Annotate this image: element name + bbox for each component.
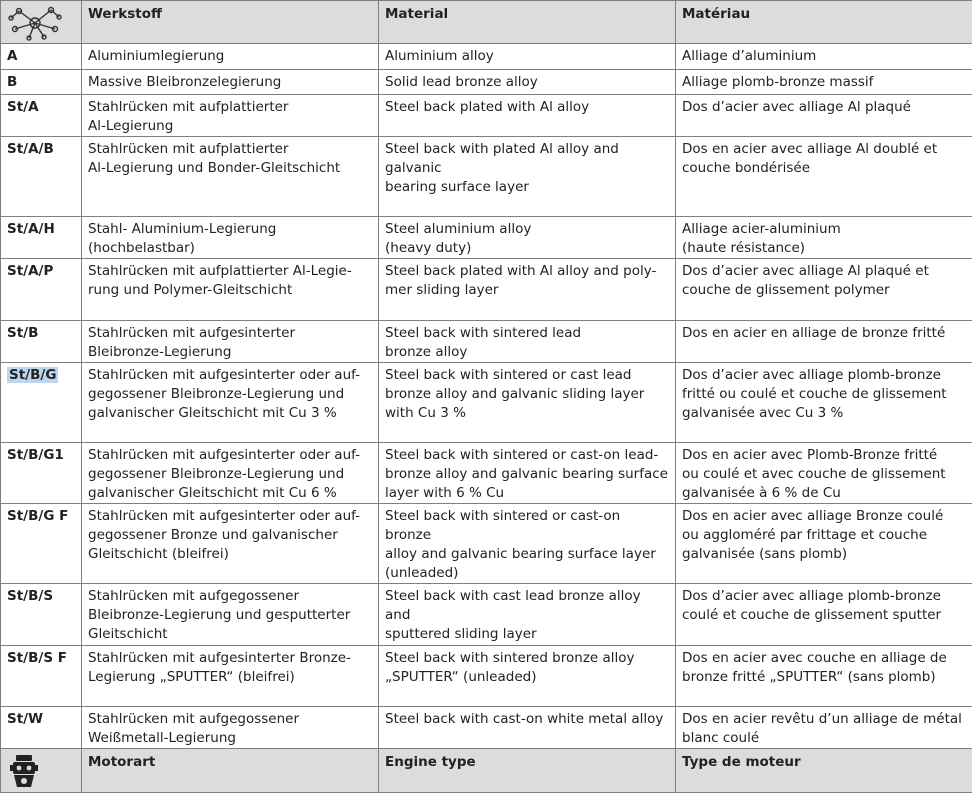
table-row [1, 504, 972, 584]
description-line: Weißmetall-Legierung [88, 729, 372, 748]
material-code [1, 217, 82, 259]
description-line: layer with 6 % Cu [385, 484, 669, 503]
description-line: gegossener Bronze und galvanischer [88, 526, 372, 545]
description-line: Stahlrücken mit aufplattierter [88, 140, 372, 159]
description-line: Stahlrücken mit aufgesinterter oder auf- [88, 507, 372, 526]
description-line: (heavy duty) [385, 239, 669, 258]
material-code [1, 707, 82, 749]
description-line: Stahlrücken mit aufgegossener [88, 587, 372, 606]
description-fr [676, 137, 972, 217]
header-icon-cell [1, 1, 82, 44]
material-code [1, 363, 82, 443]
description-de [82, 44, 379, 70]
description-line: Stahlrücken mit aufgesinterter oder auf- [88, 446, 372, 465]
description-line: Steel back with sintered or cast lead [385, 366, 669, 385]
description-fr [676, 646, 972, 707]
footer-row [1, 749, 972, 793]
description-line: Al-Legierung und Bonder-Gleitschicht [88, 159, 372, 178]
description-line: galvanisée (sans plomb) [682, 545, 966, 564]
material-code [1, 646, 82, 707]
description-line: Gleitschicht (bleifrei) [88, 545, 372, 564]
material-code-text: B [7, 74, 17, 90]
description-line: Steel back with sintered or cast-on bronze [385, 507, 669, 545]
material-code [1, 137, 82, 217]
description-line: gegossener Bleibronze-Legierung und [88, 465, 372, 484]
description-line: Gleitschicht [88, 625, 372, 644]
description-line: Aluminiumlegierung [88, 47, 372, 66]
material-code-text: St/B/G1 [7, 447, 64, 463]
material-code-text: A [7, 48, 17, 64]
description-line: Bleibronze-Legierung [88, 343, 372, 362]
description-en [379, 443, 676, 504]
description-de [82, 321, 379, 363]
description-fr [676, 443, 972, 504]
material-code [1, 584, 82, 646]
description-fr [676, 321, 972, 363]
description-line: (hochbelastbar) [88, 239, 372, 258]
description-line: sputtered sliding layer [385, 625, 669, 644]
description-en [379, 259, 676, 321]
description-line: galvanischer Gleitschicht mit Cu 3 % [88, 404, 372, 423]
material-code-text: St/A/P [7, 263, 53, 279]
description-line: bronze fritté „SPUTTER“ (sans plomb) [682, 668, 966, 687]
material-code [1, 259, 82, 321]
description-de [82, 504, 379, 584]
description-line: Dos d’acier avec alliage plomb-bronze [682, 587, 966, 606]
description-line: Steel back plated with Al alloy [385, 98, 669, 117]
description-en [379, 363, 676, 443]
description-line: Bleibronze-Legierung und gesputterter [88, 606, 372, 625]
description-line: Stahlrücken mit aufplattierter [88, 98, 372, 117]
material-code-text: St/B/S [7, 588, 53, 604]
description-line: Dos en acier avec alliage Al doublé et [682, 140, 966, 159]
description-de [82, 95, 379, 137]
description-line: Steel back plated with Al alloy and poly- [385, 262, 669, 281]
description-line: Steel back with sintered lead [385, 324, 669, 343]
material-code-text: St/A/B [7, 141, 54, 157]
description-line: bronze alloy and galvanic sliding layer [385, 385, 669, 404]
description-de [82, 70, 379, 95]
table-row [1, 137, 972, 217]
description-fr [676, 504, 972, 584]
description-line: Stahlrücken mit aufgesinterter oder auf- [88, 366, 372, 385]
material-code-text: St/B/G F [7, 508, 68, 524]
description-line: Alliage acier-aluminium [682, 220, 966, 239]
table-row [1, 321, 972, 363]
description-de [82, 584, 379, 646]
description-line: Dos d’acier avec alliage plomb-bronze [682, 366, 966, 385]
material-code [1, 95, 82, 137]
description-line: with Cu 3 % [385, 404, 669, 423]
description-line: galvanischer Gleitschicht mit Cu 6 % [88, 484, 372, 503]
material-code [1, 321, 82, 363]
description-line: mer sliding layer [385, 281, 669, 300]
material-code [1, 70, 82, 95]
material-code-text: St/B/S F [7, 650, 67, 666]
header-material: Material [379, 1, 676, 44]
material-code-text: St/B [7, 325, 38, 341]
table-row [1, 70, 972, 95]
description-line: Stahlrücken mit aufgegossener [88, 710, 372, 729]
description-line: bearing surface layer [385, 178, 669, 197]
description-line: ou aggloméré par frittage et couche [682, 526, 966, 545]
description-en [379, 44, 676, 70]
description-fr [676, 95, 972, 137]
description-line: Dos en acier avec Plomb-Bronze fritté [682, 446, 966, 465]
header-row [1, 1, 972, 44]
table-row [1, 443, 972, 504]
description-line: Stahlrücken mit aufgesinterter [88, 324, 372, 343]
description-line: Dos en acier revêtu d’un alliage de métal [682, 710, 966, 729]
description-line: galvanisée avec Cu 3 % [682, 404, 966, 423]
header-werkstoff: Werkstoff [82, 1, 379, 44]
description-line: Steel back with sintered bronze alloy [385, 649, 669, 668]
description-line: bronze alloy and galvanic bearing surface [385, 465, 669, 484]
description-line: Steel back with cast-on white metal alloy [385, 710, 669, 729]
footer-icon-cell [1, 749, 82, 793]
description-en [379, 95, 676, 137]
description-en [379, 707, 676, 749]
table-row [1, 363, 972, 443]
description-de [82, 217, 379, 259]
description-line: Alliage d’aluminium [682, 47, 966, 66]
description-line: Steel aluminium alloy [385, 220, 669, 239]
description-line: Dos d’acier avec alliage Al plaqué [682, 98, 966, 117]
description-line: Dos en acier en alliage de bronze fritté [682, 324, 966, 343]
description-line: ou coulé et avec couche de glissement [682, 465, 966, 484]
description-line: Dos d’acier avec alliage Al plaqué et [682, 262, 966, 281]
description-fr [676, 217, 972, 259]
description-fr [676, 44, 972, 70]
material-code [1, 443, 82, 504]
description-en [379, 584, 676, 646]
description-en [379, 217, 676, 259]
description-line: Steel back with cast lead bronze alloy and [385, 587, 669, 625]
description-line: Alliage plomb-bronze massif [682, 73, 966, 92]
description-line: galvanisée à 6 % de Cu [682, 484, 966, 503]
description-fr [676, 707, 972, 749]
description-line: Stahl- Aluminium-Legierung [88, 220, 372, 239]
description-line: Steel back with plated Al alloy and galvanic [385, 140, 669, 178]
description-line: Stahlrücken mit aufplattierter Al-Legie- [88, 262, 372, 281]
molecule-network-icon [7, 5, 63, 41]
footer-motorart: Motorart [82, 749, 379, 793]
description-de [82, 443, 379, 504]
footer-type-moteur: Type de moteur [676, 749, 972, 793]
table-row [1, 584, 972, 646]
description-en [379, 321, 676, 363]
description-en [379, 646, 676, 707]
description-de [82, 259, 379, 321]
material-code-text: St/A/H [7, 221, 55, 237]
description-line: blanc coulé [682, 729, 966, 748]
material-code [1, 44, 82, 70]
material-code-text: St/W [7, 711, 43, 727]
description-line: (haute résistance) [682, 239, 966, 258]
description-de [82, 707, 379, 749]
header-materiau: Matériau [676, 1, 972, 44]
description-line: couche de glissement polymer [682, 281, 966, 300]
description-line: fritté ou coulé et couche de glissement [682, 385, 966, 404]
description-line: coulé et couche de glissement sputter [682, 606, 966, 625]
table-row [1, 217, 972, 259]
description-line: Al-Legierung [88, 117, 372, 136]
description-line: gegossener Bleibronze-Legierung und [88, 385, 372, 404]
description-line: rung und Polymer-Gleitschicht [88, 281, 372, 300]
description-line: Steel back with sintered or cast-on lead- [385, 446, 669, 465]
description-line: Aluminium alloy [385, 47, 669, 66]
table-row [1, 646, 972, 707]
description-line: Stahlrücken mit aufgesinterter Bronze- [88, 649, 372, 668]
material-code-text: St/B/G [7, 367, 58, 383]
footer-engine-type: Engine type [379, 749, 676, 793]
description-fr [676, 259, 972, 321]
description-line: couche bondérisée [682, 159, 966, 178]
description-de [82, 137, 379, 217]
description-line: (unleaded) [385, 564, 669, 583]
table-row [1, 95, 972, 137]
description-en [379, 137, 676, 217]
description-de [82, 646, 379, 707]
description-fr [676, 70, 972, 95]
description-line: Dos en acier avec couche en alliage de [682, 649, 966, 668]
description-line: Dos en acier avec alliage Bronze coulé [682, 507, 966, 526]
description-fr [676, 363, 972, 443]
description-line: Massive Bleibronzelegierung [88, 73, 372, 92]
material-code [1, 504, 82, 584]
description-en [379, 70, 676, 95]
material-code-text: St/A [7, 99, 39, 115]
table-row [1, 707, 972, 749]
description-line: bronze alloy [385, 343, 669, 362]
description-de [82, 363, 379, 443]
description-line: alloy and galvanic bearing surface layer [385, 545, 669, 564]
description-line: Solid lead bronze alloy [385, 73, 669, 92]
description-fr [676, 584, 972, 646]
description-line: Legierung „SPUTTER“ (bleifrei) [88, 668, 372, 687]
description-line: „SPUTTER“ (unleaded) [385, 668, 669, 687]
table-row [1, 259, 972, 321]
engine-icon [7, 753, 41, 789]
table-row [1, 44, 972, 70]
description-en [379, 504, 676, 584]
